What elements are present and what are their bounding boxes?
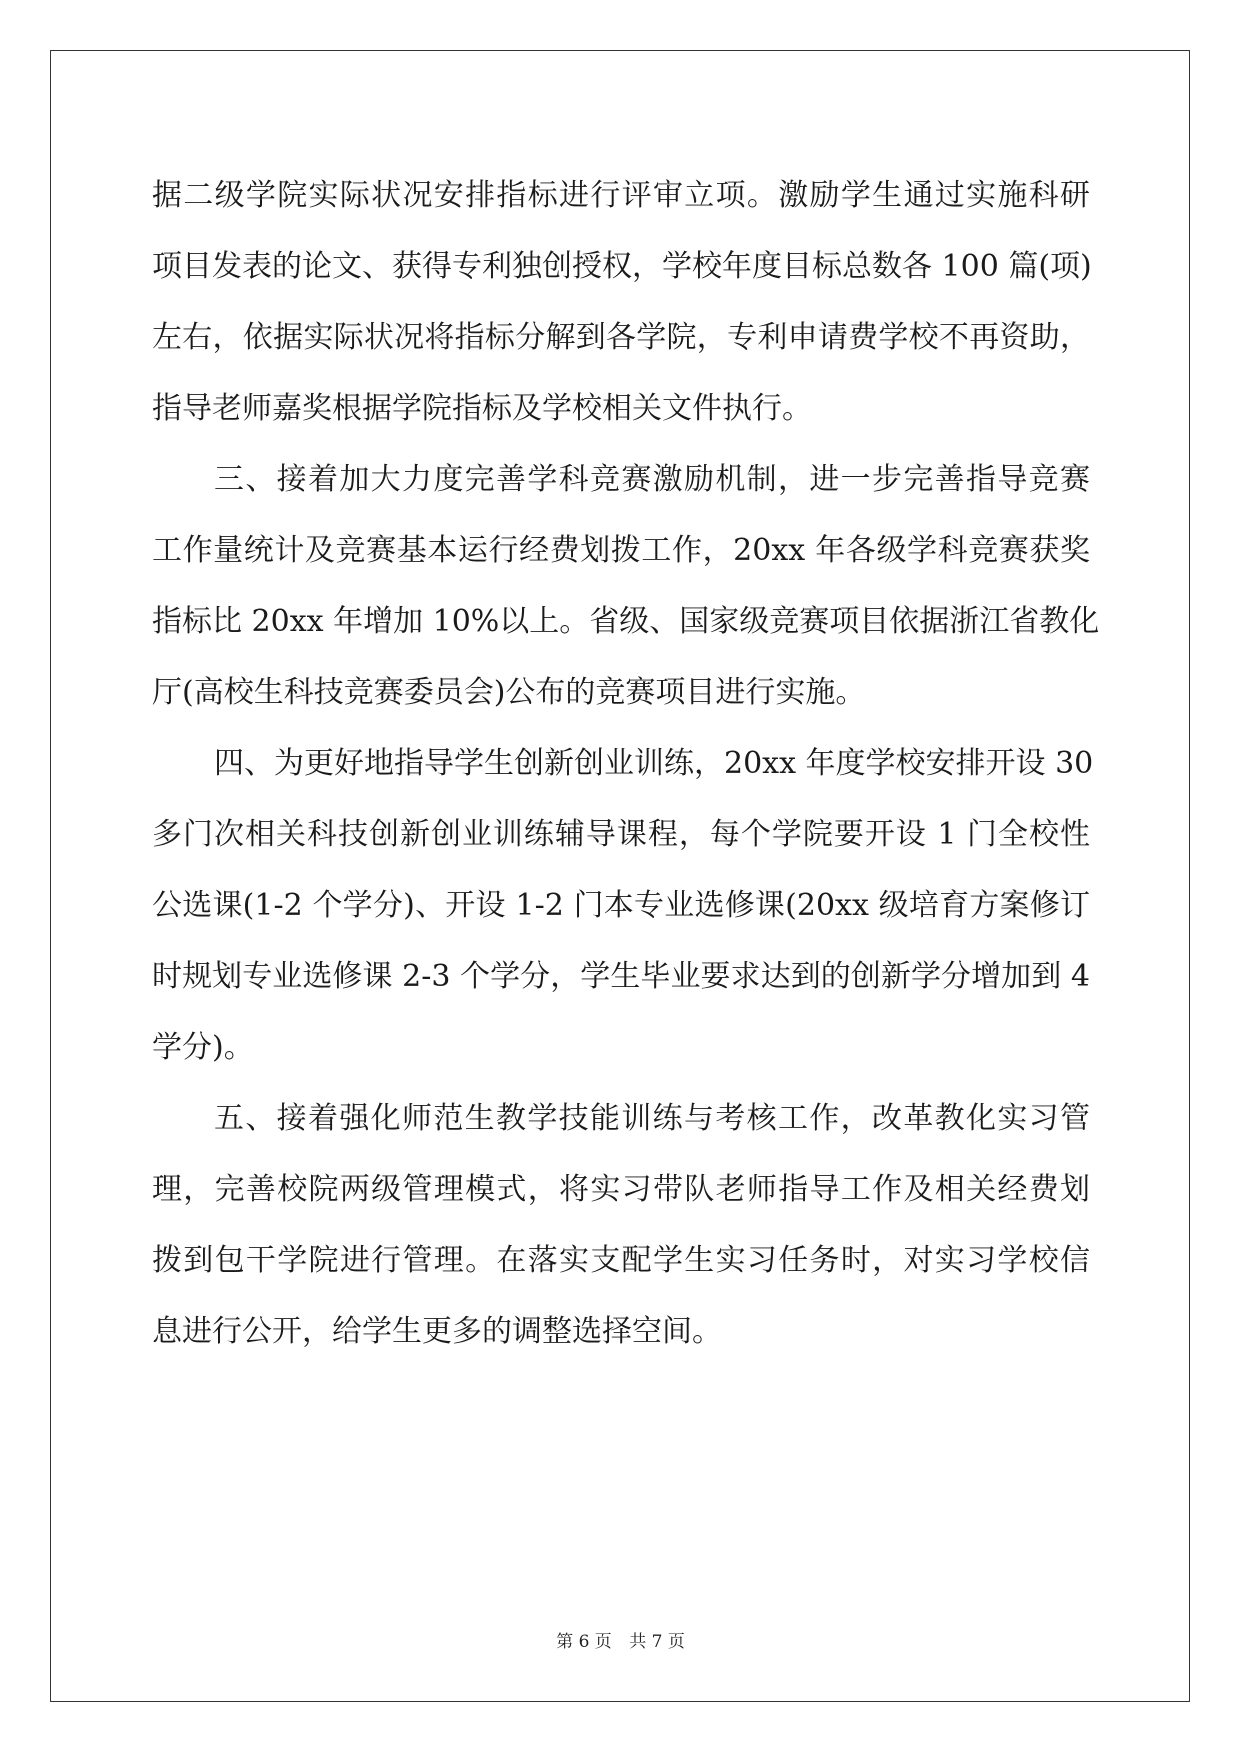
line-text: 指导老师嘉奖根据学院指标及学校相关文件执行。 <box>152 391 812 426</box>
line-text: 四、为更好地指导学生创新创业训练，20xx 年度学校安排开设 30 <box>214 746 1094 781</box>
text-line <box>152 799 1090 870</box>
paragraph-start-line <box>152 728 1094 799</box>
line-text: 公选课(1-2 个学分)、开设 1-2 门本专业选修课(20xx 级培育方案修订 <box>152 888 1090 923</box>
text-line <box>152 231 1090 302</box>
paragraph-start-line <box>152 444 1090 515</box>
line-text: 工作量统计及竞赛基本运行经费划拨工作，20xx 年各级学科竞赛获奖 <box>152 533 1090 568</box>
text-line <box>152 657 1090 728</box>
text-line <box>152 373 1090 444</box>
text-line <box>152 1296 1090 1367</box>
line-text: 时规划专业选修课 2-3 个学分，学生毕业要求达到的创新学分增加到 4 <box>152 959 1090 994</box>
text-line <box>152 1154 1090 1225</box>
text-line <box>152 1012 1090 1083</box>
page-number-total: 共 7 页 <box>629 1632 685 1652</box>
line-text: 多门次相关科技创新创业训练辅导课程，每个学院要开设 1 门全校性 <box>152 817 1090 852</box>
line-text: 学分)。 <box>152 1030 254 1065</box>
text-line <box>152 586 1100 657</box>
page-footer <box>0 1627 1241 1652</box>
document-body <box>152 160 1100 1367</box>
line-text: 据二级学院实际状况安排指标进行评审立项。激励学生通过实施科研 <box>152 178 1090 213</box>
paragraph-start-line <box>152 1083 1090 1154</box>
text-line <box>152 941 1090 1012</box>
line-text: 拨到包干学院进行管理。在落实支配学生实习任务时，对实习学校信 <box>152 1243 1090 1278</box>
line-text: 厅(高校生科技竞赛委员会)公布的竞赛项目进行实施。 <box>152 675 866 710</box>
text-line <box>152 870 1090 941</box>
line-text: 左右，依据实际状况将指标分解到各学院，专利申请费学校不再资助， <box>152 320 1090 355</box>
text-line <box>152 160 1090 231</box>
text-line <box>152 302 1090 373</box>
text-line <box>152 1225 1090 1296</box>
line-text: 理，完善校院两级管理模式，将实习带队老师指导工作及相关经费划 <box>152 1172 1090 1207</box>
line-text: 指标比 20xx 年增加 10%以上。省级、国家级竞赛项目依据浙江省教化 <box>152 604 1100 639</box>
line-text: 项目发表的论文、获得专利独创授权，学校年度目标总数各 100 篇(项) <box>152 249 1092 284</box>
line-text: 三、接着加大力度完善学科竞赛激励机制，进一步完善指导竞赛 <box>214 462 1090 497</box>
text-line <box>152 515 1090 586</box>
line-text: 息进行公开，给学生更多的调整选择空间。 <box>152 1314 722 1349</box>
line-text: 五、接着强化师范生教学技能训练与考核工作，改革教化实习管 <box>214 1101 1090 1136</box>
page-number-current: 第 6 页 <box>556 1632 612 1652</box>
